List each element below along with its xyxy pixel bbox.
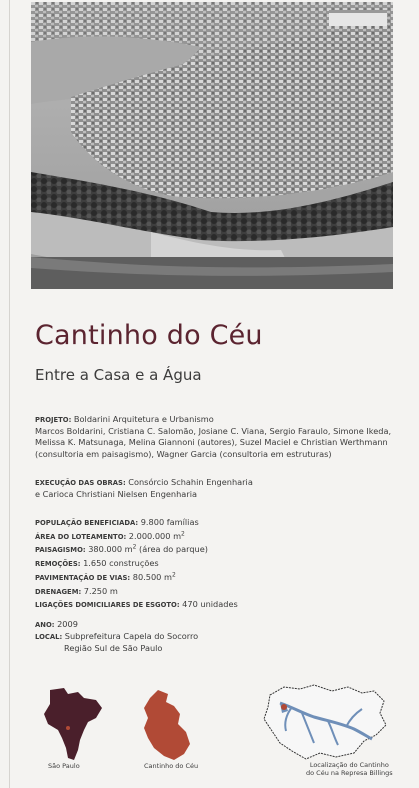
local-line-1: Subprefeitura Capela do Socorro bbox=[64, 631, 199, 642]
stat-value: 380.000 m bbox=[88, 544, 133, 555]
execucao-label: EXECUÇÃO DAS OBRAS: bbox=[35, 479, 126, 487]
stat-value: 470 unidades bbox=[182, 599, 238, 610]
stat-row bbox=[35, 585, 238, 599]
projeto-line-2: Melissa K. Matsunaga, Melina Giannoni (autores), Suzel Maciel e Christian Werthmann bbox=[35, 437, 388, 448]
stat-row bbox=[35, 557, 238, 571]
execucao-line-2: e Carioca Christiani Nielsen Engenharia bbox=[35, 489, 197, 500]
local-label: LOCAL: bbox=[35, 633, 63, 642]
stat-label: PAVIMENTAÇÃO DE VIAS: bbox=[35, 573, 131, 582]
stat-value: 9.800 famílias bbox=[140, 517, 199, 527]
stat-unit-sup: 2 bbox=[132, 543, 137, 551]
stat-unit-sup: 2 bbox=[181, 529, 185, 537]
stat-row bbox=[35, 543, 238, 557]
execucao-block bbox=[35, 477, 253, 500]
stat-note: (área do parque) bbox=[136, 544, 208, 555]
stat-row bbox=[35, 598, 238, 612]
stat-label: POPULAÇÃO BENEFICIADA: bbox=[35, 519, 139, 527]
stat-value: 2.000.000 m bbox=[128, 530, 182, 541]
projeto-line-1: Marcos Boldarini, Cristiana C. Salomão, Josiane C. Viana, Sergio Faraulo, Simone Ikeda, bbox=[35, 426, 392, 437]
aerial-photo bbox=[31, 2, 393, 289]
ano-value: 2009 bbox=[57, 619, 78, 629]
ano-row bbox=[35, 619, 198, 631]
execucao-line-1 bbox=[35, 477, 253, 489]
stat-label: ÁREA DO LOTEAMENTO: bbox=[35, 532, 127, 541]
billings-map-label-line-2: do Céu na Represa Billings bbox=[306, 769, 393, 777]
projeto-block bbox=[35, 414, 391, 460]
cantinho-map bbox=[140, 690, 192, 760]
local-row bbox=[35, 631, 198, 643]
sao-paulo-map-label: São Paulo bbox=[48, 762, 80, 770]
stat-label: PAISAGISMO: bbox=[35, 546, 86, 555]
stat-value: 7.250 m bbox=[83, 585, 118, 596]
projeto-line-firm bbox=[35, 414, 391, 426]
ano-label: ANO: bbox=[35, 621, 55, 629]
projeto-firm: Boldarini Arquitetura e Urbanismo bbox=[73, 414, 214, 424]
stat-label: DRENAGEM: bbox=[35, 587, 82, 596]
stat-row bbox=[35, 530, 238, 544]
stat-row bbox=[35, 571, 238, 585]
stat-value: 80.500 m bbox=[132, 571, 172, 582]
projeto-line-3: (consultoria em paisagismo), Wagner Garcia (consultoria em estruturas) bbox=[35, 448, 332, 459]
local-line-2: Região Sul de São Paulo bbox=[64, 643, 163, 654]
stat-label: REMOÇÕES: bbox=[35, 560, 81, 569]
projeto-label: PROJETO: bbox=[35, 416, 72, 424]
ano-local-block bbox=[35, 619, 198, 655]
cantinho-map-label: Cantinho do Céu bbox=[144, 762, 199, 770]
sao-paulo-map bbox=[44, 688, 104, 762]
stat-unit-sup: 2 bbox=[171, 571, 176, 579]
page-title: Cantinho do Céu bbox=[35, 320, 263, 351]
page-subtitle: Entre a Casa e a Água bbox=[35, 366, 202, 384]
billings-map-label bbox=[306, 761, 393, 777]
stat-row bbox=[35, 516, 238, 530]
page-edge-line bbox=[9, 0, 10, 788]
billings-map-label-line-1: Localização do Cantinho bbox=[309, 761, 389, 769]
stats-block bbox=[35, 516, 238, 612]
billings-location-map bbox=[262, 683, 388, 761]
execucao-value: Consórcio Schahin Engenharia bbox=[128, 477, 253, 487]
stat-label: LIGAÇÕES DOMICILIARES DE ESGOTO: bbox=[35, 601, 180, 610]
stat-value: 1.650 construções bbox=[83, 558, 159, 569]
